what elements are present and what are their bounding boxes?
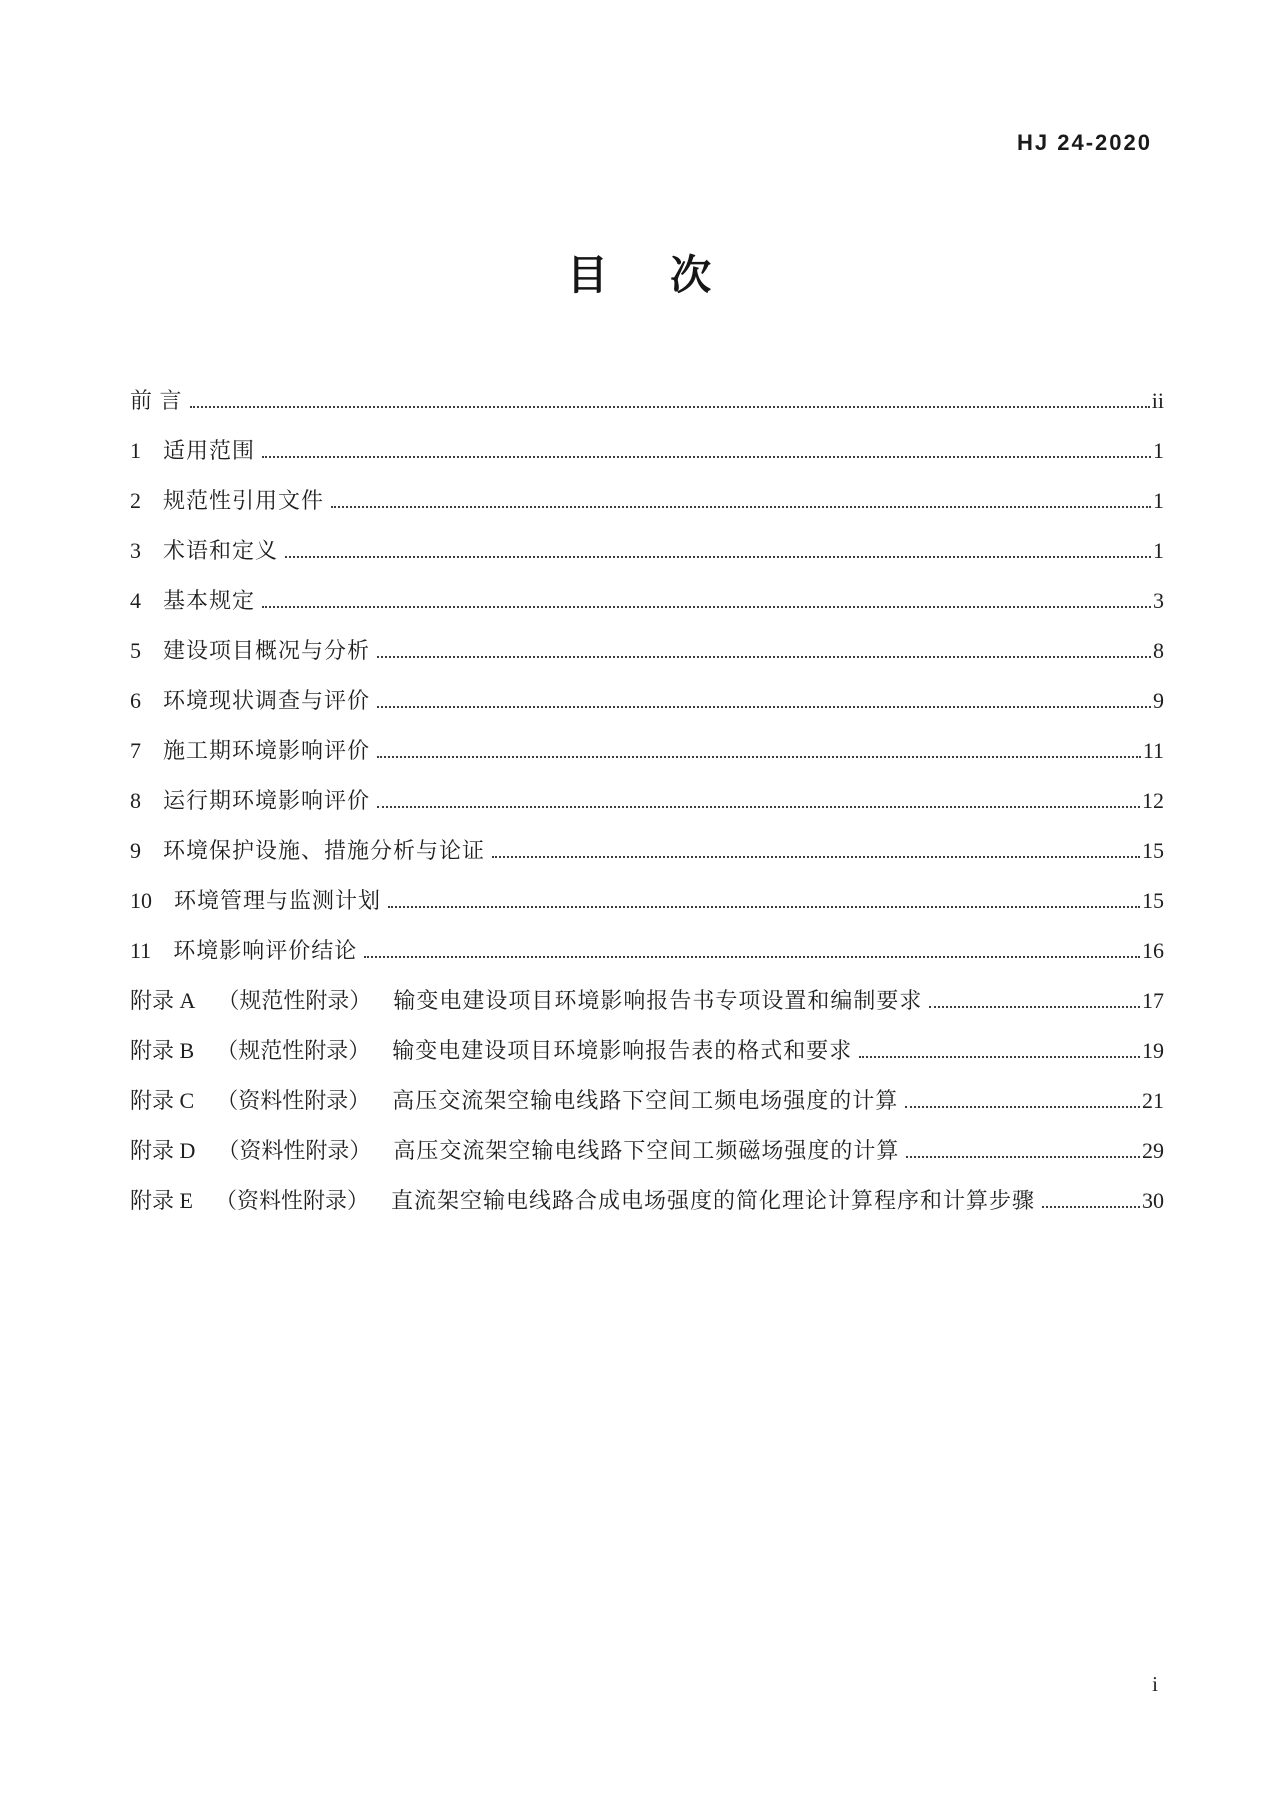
toc-entry-title: 输变电建设项目环境影响报告表的格式和要求 xyxy=(392,1038,853,1063)
toc-entry-title: 术语和定义 xyxy=(163,538,279,563)
toc-entry-title: 环境保护设施、措施分析与论证 xyxy=(163,838,486,863)
toc-entry xyxy=(130,634,1164,684)
toc-entry xyxy=(130,1134,1164,1184)
toc-page-number: 11 xyxy=(1142,738,1164,763)
toc-entry-title: 高压交流架空输电线路下空间工频磁场强度的计算 xyxy=(393,1138,900,1163)
toc-entry xyxy=(130,484,1164,534)
toc-entry-number: 1 xyxy=(130,438,141,463)
toc-page-number: ii xyxy=(1151,388,1164,413)
toc-leader-dots xyxy=(905,1106,1140,1108)
toc-entry-note: （规范性附录） xyxy=(216,1038,371,1063)
toc-page-number: 29 xyxy=(1142,1138,1164,1163)
page-title: 目 次 xyxy=(566,252,714,298)
toc-leader-dots xyxy=(492,856,1140,858)
toc-entry xyxy=(130,1184,1164,1234)
table-of-contents xyxy=(130,384,1164,1234)
toc-entry-title: 施工期环境影响评价 xyxy=(163,738,371,763)
toc-entry-title: 适用范围 xyxy=(163,438,256,463)
toc-page-number: 9 xyxy=(1153,688,1164,713)
toc-entry-number: 3 xyxy=(130,538,141,563)
toc-entry xyxy=(130,684,1164,734)
toc-entry xyxy=(130,1034,1164,1084)
toc-entry xyxy=(130,934,1164,984)
toc-leader-dots xyxy=(1042,1206,1140,1208)
toc-leader-dots xyxy=(377,806,1140,808)
toc-entry-number: 2 xyxy=(130,488,141,513)
toc-entry-number: 5 xyxy=(130,638,141,663)
toc-entry xyxy=(130,584,1164,634)
toc-page-number: 19 xyxy=(1142,1038,1164,1063)
toc-entry-title: 高压交流架空输电线路下空间工频电场强度的计算 xyxy=(392,1088,899,1113)
toc-leader-dots xyxy=(859,1056,1140,1058)
toc-entry-title: 环境管理与监测计划 xyxy=(174,888,382,913)
toc-page-number: 16 xyxy=(1142,938,1164,963)
toc-page-number: 12 xyxy=(1142,788,1164,813)
toc-page-number: 30 xyxy=(1142,1188,1164,1213)
toc-entry-number: 附录 A xyxy=(130,988,196,1013)
toc-leader-dots xyxy=(190,406,1150,408)
standard-code: HJ 24-2020 xyxy=(1017,130,1152,155)
toc-entry-title: 环境现状调查与评价 xyxy=(163,688,371,713)
toc-entry xyxy=(130,884,1164,934)
toc-leader-dots xyxy=(388,906,1140,908)
toc-entry-number: 附录 B xyxy=(130,1038,195,1063)
toc-page-number: 17 xyxy=(1142,988,1164,1013)
toc-entry-title: 直流架空输电线路合成电场强度的简化理论计算程序和计算步骤 xyxy=(390,1188,1035,1213)
toc-entry-note: （资料性附录） xyxy=(214,1188,369,1213)
toc-leader-dots xyxy=(331,506,1151,508)
toc-page-number: 1 xyxy=(1153,488,1164,513)
toc-entry-title: 基本规定 xyxy=(163,588,256,613)
toc-entry-number: 附录 C xyxy=(130,1088,195,1113)
toc-entry-title: 建设项目概况与分析 xyxy=(163,638,371,663)
toc-page-number: 15 xyxy=(1142,838,1164,863)
toc-entry xyxy=(130,984,1164,1034)
toc-leader-dots xyxy=(364,956,1140,958)
toc-page-number: 1 xyxy=(1153,538,1164,563)
toc-entry-number: 11 xyxy=(130,938,152,963)
toc-entry-note: （规范性附录） xyxy=(217,988,372,1013)
toc-leader-dots xyxy=(377,706,1151,708)
toc-entry-note: （资料性附录） xyxy=(216,1088,371,1113)
toc-entry xyxy=(130,784,1164,834)
toc-entry-number: 7 xyxy=(130,738,141,763)
toc-entry-title: 规范性引用文件 xyxy=(163,488,325,513)
toc-leader-dots xyxy=(262,606,1151,608)
toc-entry-number: 4 xyxy=(130,588,141,613)
toc-leader-dots xyxy=(377,756,1141,758)
toc-entry-title: 前 言 xyxy=(130,388,183,413)
toc-entry-note: （资料性附录） xyxy=(217,1138,372,1163)
toc-page-number: 3 xyxy=(1153,588,1164,613)
toc-entry xyxy=(130,434,1164,484)
toc-entry xyxy=(130,384,1164,434)
toc-leader-dots xyxy=(377,656,1151,658)
toc-entry xyxy=(130,534,1164,584)
toc-leader-dots xyxy=(906,1156,1140,1158)
folio-page-number: i xyxy=(1152,1672,1158,1696)
toc-entry xyxy=(130,734,1164,784)
toc-entry-number: 9 xyxy=(130,838,141,863)
toc-entry-number: 附录 E xyxy=(130,1188,193,1213)
toc-entry-number: 6 xyxy=(130,688,141,713)
toc-leader-dots xyxy=(262,456,1151,458)
toc-page-number: 15 xyxy=(1142,888,1164,913)
toc-entry xyxy=(130,1084,1164,1134)
toc-entry-title: 环境影响评价结论 xyxy=(173,938,358,963)
toc-entry-number: 附录 D xyxy=(130,1138,196,1163)
toc-page-number: 1 xyxy=(1153,438,1164,463)
toc-leader-dots xyxy=(285,556,1151,558)
toc-entry xyxy=(130,834,1164,884)
toc-page-number: 8 xyxy=(1153,638,1164,663)
toc-entry-title: 运行期环境影响评价 xyxy=(163,788,371,813)
toc-page-number: 21 xyxy=(1142,1088,1164,1113)
toc-entry-number: 8 xyxy=(130,788,141,813)
toc-entry-number: 10 xyxy=(130,888,152,913)
toc-entry-title: 输变电建设项目环境影响报告书专项设置和编制要求 xyxy=(393,988,923,1013)
toc-leader-dots xyxy=(929,1006,1140,1008)
